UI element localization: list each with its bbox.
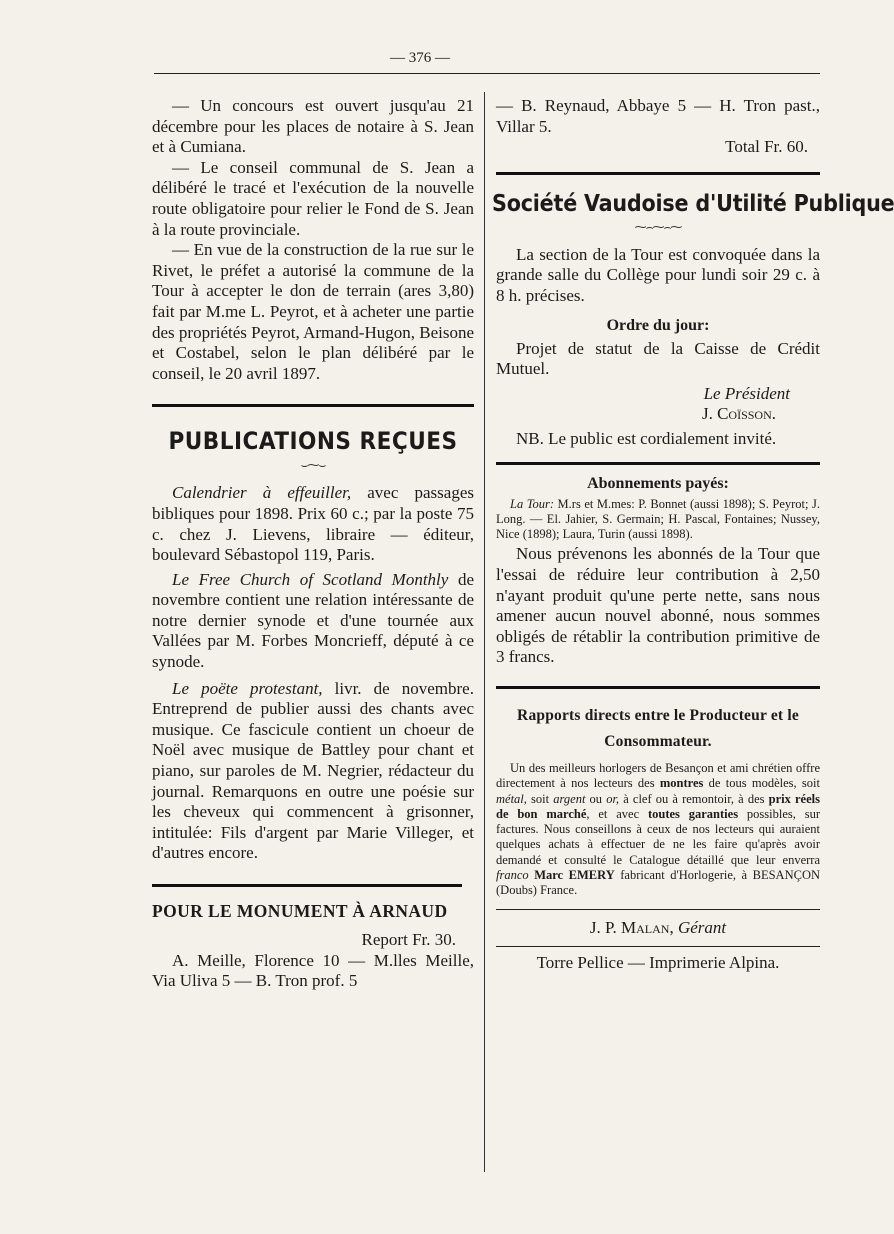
rapports-part: soit xyxy=(526,791,554,806)
publication-text: avec passages bibliques pour 1898. Prix 60 c.; par la poste 75 c. chez J. Lievens, libraire — éditeur, boulevard Sébastopol 119, Paris. xyxy=(152,483,474,565)
rapports-part: or, xyxy=(606,791,620,806)
news-item: — Le conseil communal de S. Jean a délibéré le tracé et l'exécution de la nouvelle route obligatoire pour relier le Fond de S. Jean à la route provinciale. xyxy=(152,157,474,239)
publication-title: Calendrier à effeuiller, xyxy=(172,483,352,503)
right-column xyxy=(492,96,894,974)
news-item: — En vue de la construction de la rue sur le Rivet, le préfet a autorisé la commune de la Tour à accepter le don de terrain (ares 3,80) fait par M.me L. Peyrot, et à acheter une partie des propriétés Peyrot, Armand-Hugon, Beisone et Costabel, selon le plan délibéré par le conseil, le 20 avril 1897. xyxy=(152,240,474,383)
donors-continued: — B. Reynaud, Abbaye 5 — H. Tron past., Villar 5. xyxy=(496,96,820,136)
section-rule xyxy=(496,909,820,910)
rapports-title: Rapports directs entre le Producteur et le Consommateur. xyxy=(517,706,799,750)
flourish-ornament: ⌣⁓⌣ xyxy=(300,458,326,473)
publication-text: livr. de novembre. Entreprend de publier aussi des chants avec musique. Ce fascicule contient un choeur de Noël avec musique de Battley pour chant et piano, sur paroles de M. Negrier, rédacteur du journal. Remarquons en outre une poésie sur les cheveux qui commencent à grisonner, intitulée: Fils d'argent par Marie Villeger, et d'autres encore. xyxy=(152,678,474,863)
report-line: Report Fr. 30. xyxy=(361,930,456,949)
ordre-text: Projet de statut de la Caisse de Crédit Mutuel. xyxy=(496,338,820,379)
rapports-part: , et avec xyxy=(586,806,648,821)
rapports-part: fabricant d'Horlogerie, à BESANÇON (Doubs) France. xyxy=(496,868,820,898)
rapports-part: montres xyxy=(659,776,704,791)
rapports-part: toutes garanties xyxy=(647,806,739,821)
rapports-part: métal, xyxy=(496,791,527,806)
rapports-part: possibles, sur factures. Nous conseillons à ceux de nos lecteurs qui auraient quelques achats à effectuer de ne les faire qu'après avoir demandé et consulté le Catalogue détaillé que leur enverra xyxy=(496,806,820,867)
column-divider xyxy=(484,92,485,1172)
total-line: Total Fr. 60. xyxy=(725,137,808,157)
rapports-part: franco xyxy=(496,868,529,883)
publications-title: PUBLICATIONS REÇUES xyxy=(168,427,458,456)
rapports-part: de tous modèles, soit xyxy=(703,776,820,791)
monument-title: POUR LE MONUMENT À ARNAUD xyxy=(152,901,448,921)
president-name: J. Coïsson. xyxy=(701,404,776,424)
page-number: — 376 — xyxy=(390,50,450,66)
flourish-ornament: ⁓⌢⁓⌢⁓ xyxy=(634,219,682,234)
rapports-part: Un des meilleurs horlogers de Besançon et ami chrétien offre directement à nos lecteurs des xyxy=(496,760,820,791)
section-rule xyxy=(496,686,820,689)
publication-text: de novembre contient une relation intéressante de notre dernier synode et d'une tournée aux Vallées par M. Forbes Moncrieff, député à ce synode. xyxy=(152,569,474,672)
rapports-part: ou xyxy=(585,791,607,806)
gerant-line xyxy=(496,918,820,939)
gerant-name: J. P. Malan, xyxy=(589,917,674,937)
abonnements-title: Abonnements payés: xyxy=(587,474,729,492)
news-item: — Un concours est ouvert jusqu'au 21 décembre pour les places de notaire à S. Jean et à Cumiana. xyxy=(152,96,474,157)
section-rule xyxy=(496,172,820,175)
abonnements-text xyxy=(496,497,820,543)
section-rule xyxy=(152,884,462,887)
rapports-text xyxy=(496,761,820,899)
societe-text: La section de la Tour est convoquée dans la grande salle du Collège pour lundi soir 29 c. à 8 h. précises. xyxy=(496,244,820,305)
rapports-part: argent xyxy=(553,791,586,806)
section-rule xyxy=(496,946,820,947)
publication-title: Le poëte protestant, xyxy=(172,678,323,698)
section-rule xyxy=(496,462,820,465)
avis-text: Nous prévenons les abonnés de la Tour que l'essai de réduire leur contribution à 2,50 n'ayant produit qu'une perte nette, sans nous amener aucun nouvel abonné, nous sommes obligés de rétablir la contribution primitive de 3 francs. xyxy=(496,544,820,667)
left-column xyxy=(152,96,474,992)
rapports-part: à clef ou à remontoir, à des xyxy=(619,791,769,806)
imprimerie-line: Torre Pellice — Imprimerie Alpina. xyxy=(536,953,780,973)
publication-title: Le Free Church of Scotland Monthly xyxy=(172,569,449,589)
section-rule xyxy=(152,404,474,407)
gerant-label: Gérant xyxy=(677,917,727,937)
abonnements-list: M.rs et M.mes: P. Bonnet (aussi 1898); S. Peyrot; J. Long. — El. Jahier, S. Germain; H. Pascal, Fontaines; Nussey, Nice (1898); Laura, Turin (aussi 1898). xyxy=(496,496,820,542)
nb-text: NB. Le public est cordialement invité. xyxy=(516,428,777,448)
societe-title: Société Vaudoise d'Utilité Publique xyxy=(492,190,894,217)
donors-list: A. Meille, Florence 10 — M.lles Meille, Via Uliva 5 — B. Tron prof. 5 xyxy=(152,950,474,991)
publication-item xyxy=(152,483,474,565)
header-rule xyxy=(154,73,820,74)
rapports-part: prix réels de bon marché xyxy=(496,791,820,821)
rapports-part: Marc EMERY xyxy=(534,868,615,883)
president-label: Le Président xyxy=(703,383,790,403)
ordre-title: Ordre du jour: xyxy=(606,316,710,334)
publication-item xyxy=(152,570,474,673)
abonnements-label: La Tour: xyxy=(510,496,555,511)
publication-item xyxy=(152,679,474,864)
